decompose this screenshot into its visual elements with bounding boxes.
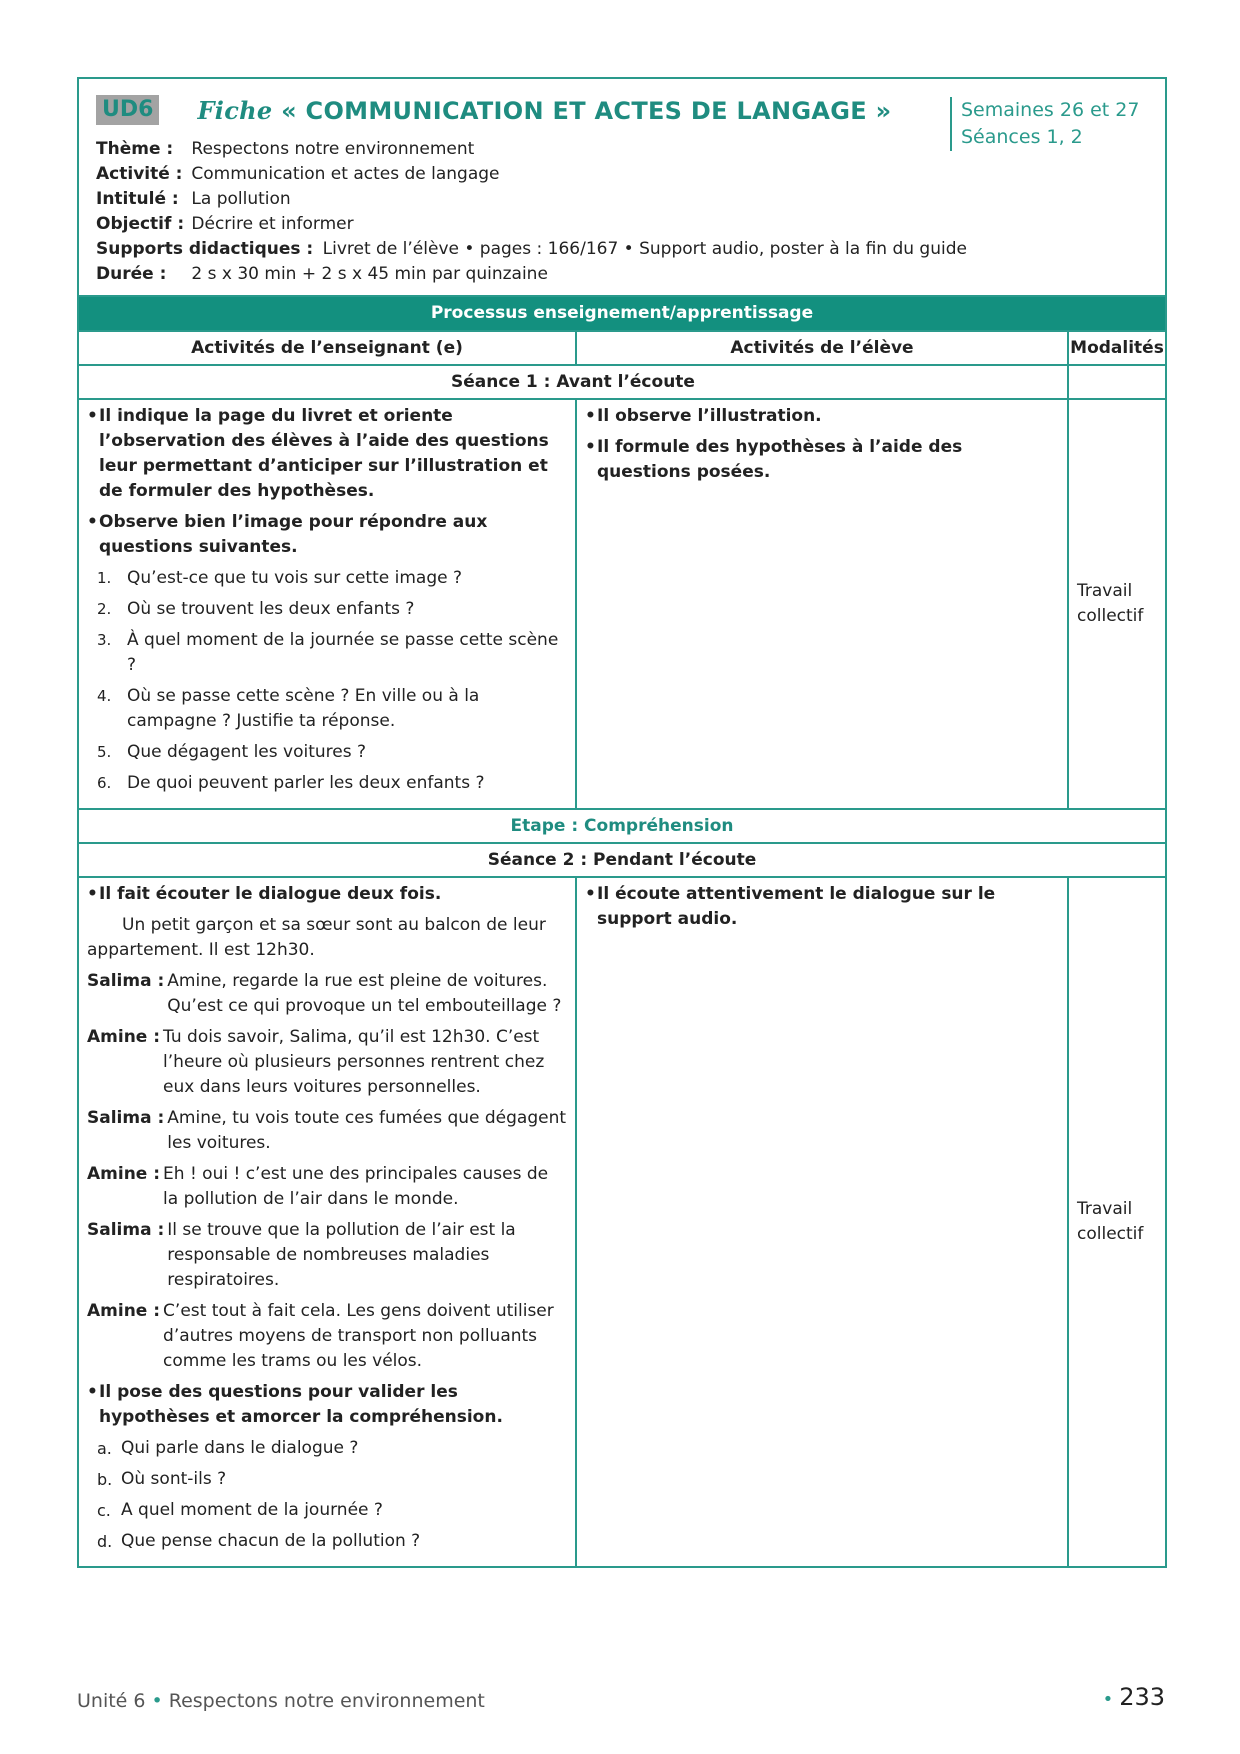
seance1-header xyxy=(79,365,1165,399)
question-item xyxy=(87,1467,567,1492)
seance1-title: Séance 1 : Avant l’écoute xyxy=(79,365,1068,399)
question-item xyxy=(87,1498,567,1523)
question-letter: d. xyxy=(97,1532,113,1551)
seance2-header xyxy=(79,843,1165,877)
student-bullet: • Il formule des hypothèses à l’aide des questions posées. xyxy=(585,435,1059,485)
question-text: Où se passe cette scène ? En ville ou à la campagne ? Justifie ta réponse. xyxy=(127,686,480,731)
question-text: A quel moment de la journée ? xyxy=(121,1500,383,1520)
dialogue-text: Tu dois savoir, Salima, qu’il est 12h30. C’est l’heure où plusieurs personnes rentrent chez eux dans leurs voitures personnelles. xyxy=(163,1027,545,1097)
speaker: Salima : xyxy=(87,1108,165,1128)
fiche-word: Fiche xyxy=(197,95,273,125)
meta-key: Activité : xyxy=(96,164,183,184)
dialogue-line xyxy=(87,969,567,1019)
seance2-title: Séance 2 : Pendant l’écoute xyxy=(79,843,1165,877)
seance1-teacher-cell xyxy=(79,399,576,809)
dialogue-text: Amine, regarde la rue est pleine de voitures. Qu’est ce qui provoque un tel embouteillage ? xyxy=(167,971,562,1016)
seance1-student-cell xyxy=(576,399,1068,809)
question-letter: c. xyxy=(97,1501,111,1520)
page-number xyxy=(1103,1683,1165,1711)
dialogue-text: C’est tout à fait cela. Les gens doivent utiliser d’autres moyens de transport non polluants comme les trams ou les vélos. xyxy=(163,1301,554,1371)
schedule-box xyxy=(950,97,1147,151)
question-number: 3. xyxy=(97,631,112,649)
activities-table xyxy=(79,330,1165,1566)
question-item xyxy=(87,740,567,765)
bullet-text: Il fait écouter le dialogue deux fois. xyxy=(99,884,442,904)
speaker: Salima : xyxy=(87,1220,165,1240)
question-text: Qu’est-ce que tu vois sur cette image ? xyxy=(127,568,463,588)
teacher-bullet: • Il indique la page du livret et oriente l’observation des élèves à l’aide des questions leur permettant d’anticiper sur l’illustration et de formuler des hypothèses. xyxy=(87,404,567,504)
bullet-text: Il formule des hypothèses à l’aide des questions posées. xyxy=(597,437,963,482)
seance1-modality-cell xyxy=(1068,399,1165,809)
dialogue-line xyxy=(87,1162,567,1212)
dialogue-line xyxy=(87,1218,567,1293)
seance2-teacher-cell xyxy=(79,877,576,1566)
dialogue-text: Eh ! oui ! c’est une des principales causes de la pollution de l’air dans le monde. xyxy=(163,1164,549,1209)
speaker: Salima : xyxy=(87,971,165,991)
question-number: 4. xyxy=(97,687,112,705)
seance2-student-cell xyxy=(576,877,1068,1566)
dialogue-text: Amine, tu vois toute ces fumées que dégagent les voitures. xyxy=(167,1108,567,1153)
question-text: De quoi peuvent parler les deux enfants ? xyxy=(127,773,485,793)
modality-text: Travail collectif xyxy=(1077,581,1144,626)
footer-theme: Respectons notre environnement xyxy=(168,1690,485,1712)
question-item xyxy=(87,684,567,734)
page-title xyxy=(197,96,891,125)
question-text: À quel moment de la journée se passe cette scène ? xyxy=(127,630,559,675)
meta-duration xyxy=(96,262,1147,287)
page-dot: • xyxy=(1102,1689,1114,1710)
meta-key: Durée : xyxy=(96,264,167,284)
page-number-text: 233 xyxy=(1119,1683,1165,1711)
question-number: 6. xyxy=(97,774,112,792)
meta-value: 2 s x 30 min + 2 s x 45 min par quinzaine xyxy=(191,264,548,284)
question-item xyxy=(87,566,567,591)
speaker: Amine : xyxy=(87,1027,161,1047)
question-letter: a. xyxy=(97,1439,112,1458)
seance1-empty xyxy=(1068,365,1165,399)
column-headers xyxy=(79,331,1165,365)
dialogue-line xyxy=(87,1299,567,1374)
question-text: Où se trouvent les deux enfants ? xyxy=(127,599,415,619)
question-item xyxy=(87,1436,567,1461)
question-item xyxy=(87,1529,567,1554)
meta-objective xyxy=(96,212,1147,237)
bullet-text: Il pose des questions pour valider les hypothèses et amorcer la compréhension. xyxy=(99,1382,503,1427)
speaker: Amine : xyxy=(87,1164,161,1184)
meta-value: Respectons notre environnement xyxy=(191,139,475,159)
meta-key: Intitulé : xyxy=(96,189,179,209)
dialogue-line xyxy=(87,1106,567,1156)
question-number: 5. xyxy=(97,743,112,761)
dialogue-text: Il se trouve que la pollution de l’air est la responsable de nombreuses maladies respiratoires. xyxy=(167,1220,516,1290)
student-bullet: • Il observe l’illustration. xyxy=(585,404,1059,429)
bullet-text: Il observe l’illustration. xyxy=(597,406,822,426)
weeks-label: Semaines 26 et 27 xyxy=(961,99,1140,121)
teacher-bullet: • Il pose des questions pour valider les hypothèses et amorcer la compréhension. xyxy=(87,1380,567,1430)
question-text: Que pense chacun de la pollution ? xyxy=(121,1531,421,1551)
modality-text: Travail collectif xyxy=(1077,1199,1144,1244)
seance1-row xyxy=(79,399,1165,809)
question-letter: b. xyxy=(97,1470,113,1489)
lesson-sheet xyxy=(77,77,1167,1568)
teacher-bullet: • Il fait écouter le dialogue deux fois. xyxy=(87,882,567,907)
meta-value: Communication et actes de langage xyxy=(191,164,500,184)
meta-supports xyxy=(96,237,1147,262)
footer-unit-label: Unité 6 xyxy=(77,1690,146,1712)
speaker: Amine : xyxy=(87,1301,161,1321)
meta-key: Objectif : xyxy=(96,214,185,234)
bullet-text: Observe bien l’image pour répondre aux questions suivantes. xyxy=(99,512,488,557)
seance2-modality-cell xyxy=(1068,877,1165,1566)
teacher-bullet: • Observe bien l’image pour répondre aux questions suivantes. xyxy=(87,510,567,560)
meta-value: Livret de l’élève • pages : 166/167 • Support audio, poster à la fin du guide xyxy=(322,239,967,259)
col-student: Activités de l’élève xyxy=(576,331,1068,365)
dialogue-line xyxy=(87,1025,567,1100)
col-teacher: Activités de l’enseignant (e) xyxy=(79,331,576,365)
meta-key: Supports didactiques : xyxy=(96,239,314,259)
student-bullet: • Il écoute attentivement le dialogue sur le support audio. xyxy=(585,882,1059,932)
seance2-row xyxy=(79,877,1165,1566)
meta-value: Décrire et informer xyxy=(191,214,354,234)
dialogue-intro: Un petit garçon et sa sœur sont au balcon de leur appartement. Il est 12h30. xyxy=(87,915,546,960)
question-item xyxy=(87,597,567,622)
meta-activity xyxy=(96,162,1147,187)
process-band: Processus enseignement/apprentissage xyxy=(79,297,1165,330)
bullet-text: Il écoute attentivement le dialogue sur le support audio. xyxy=(597,884,996,929)
sheet-header xyxy=(79,79,1165,297)
sessions-label: Séances 1, 2 xyxy=(961,126,1083,148)
question-number: 1. xyxy=(97,569,112,587)
meta-title xyxy=(96,187,1147,212)
footer-unit xyxy=(77,1690,485,1712)
question-number: 2. xyxy=(97,600,112,618)
footer-separator: • xyxy=(151,1690,163,1712)
col-modality: Modalités xyxy=(1068,331,1165,365)
question-item xyxy=(87,771,567,796)
etape-title: Etape : Compréhension xyxy=(79,809,1165,843)
question-text: Que dégagent les voitures ? xyxy=(127,742,366,762)
question-item xyxy=(87,628,567,678)
fiche-title: « COMMUNICATION ET ACTES DE LANGAGE » xyxy=(281,96,892,125)
etape-row xyxy=(79,809,1165,843)
meta-list xyxy=(96,137,1147,287)
bullet-text: Il indique la page du livret et oriente l’observation des élèves à l’aide des questions leur permettant d’anticiper sur l’illustration et de formuler des hypothèses. xyxy=(99,406,549,501)
question-text: Qui parle dans le dialogue ? xyxy=(121,1438,359,1458)
meta-value: La pollution xyxy=(191,189,291,209)
question-text: Où sont-ils ? xyxy=(121,1469,227,1489)
meta-key: Thème : xyxy=(96,139,174,159)
unit-badge: UD6 xyxy=(96,95,159,125)
